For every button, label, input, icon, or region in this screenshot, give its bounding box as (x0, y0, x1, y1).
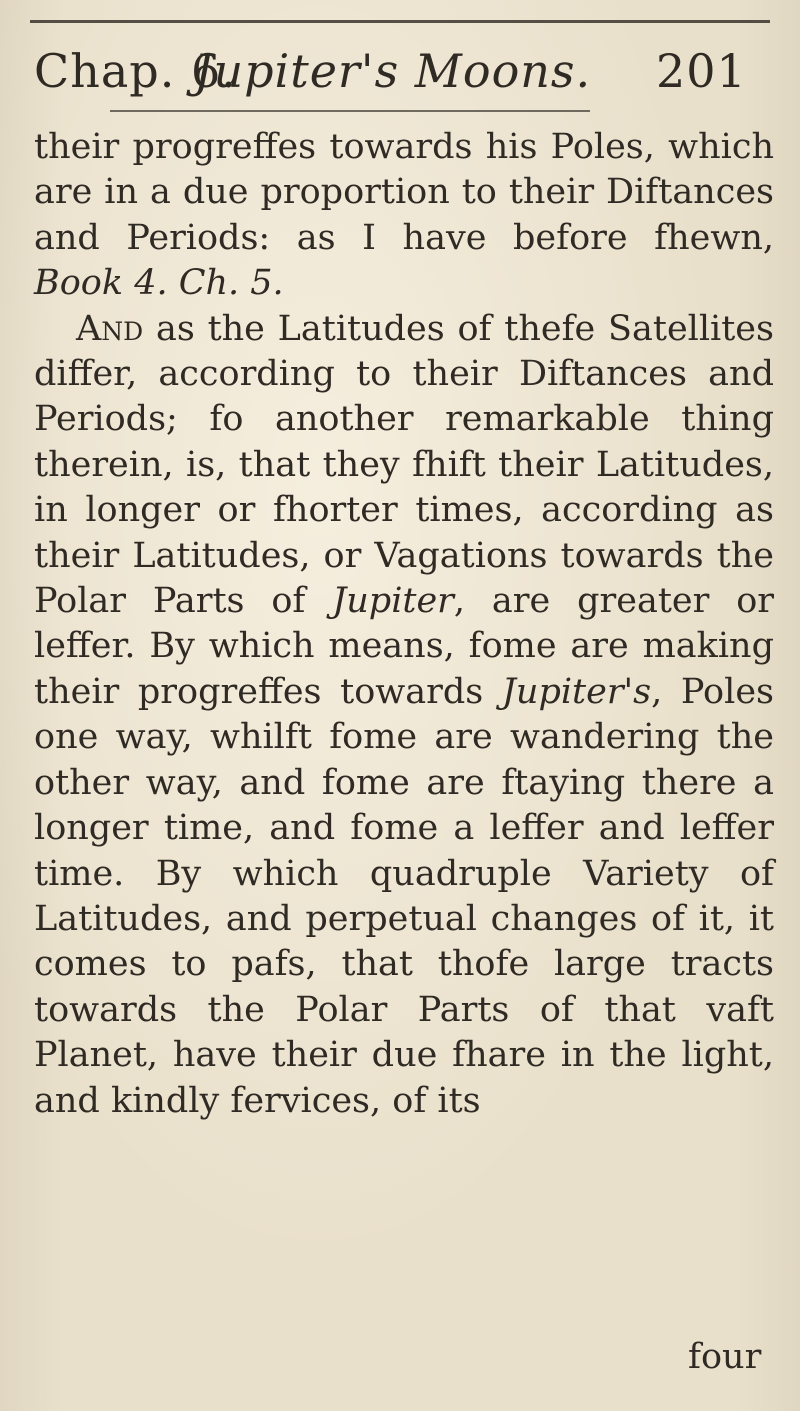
paragraph-2-text-a: as the Latitudes of thefe Satellites differ, according to their Diftances and Periods; fo another remarkable thing therein, is, that they fhift their Latitudes, in longer or fhorter times, according as their Latitudes, or Vagations towards the Polar Parts of (34, 308, 774, 622)
running-title: Jupiter's Moons. (194, 44, 592, 98)
paragraph-2-text-c: , Poles one way, whilft fome are wandering the other way, and fome are ftaying there a longer time, and fome a leffer and leffer time. By which quadruple Variety of Latitudes, and perpetual changes of it, it comes to pafs, that thofe large tracts towards the Polar Parts of that vaft Planet, have their due fhare in the light, and kindly fervices, of its (34, 671, 774, 1121)
book-reference: Book 4. Ch. 5. (34, 263, 284, 304)
running-header (24, 36, 784, 106)
jupiter-name: Jupiter (332, 581, 454, 622)
page-number: 201 (656, 44, 747, 98)
paragraph-2 (34, 307, 774, 1124)
body-text (34, 125, 774, 1124)
paragraph-1-text: their progreffes towards his Poles, which are in a due proportion to their Diftances and Periods: as I have before fhewn, (34, 127, 774, 258)
chapter-label: Chap. 6. (34, 44, 237, 98)
paragraph-2-lead: And (76, 308, 144, 349)
jupiter-possessive: Jupiter's (501, 671, 652, 712)
catchword: four (688, 1337, 762, 1377)
paragraph-1 (34, 125, 774, 307)
header-rule (110, 110, 590, 112)
top-rule (30, 20, 770, 23)
paragraph-2-text-b: , are greater or leffer. By which means, fome are making their progreffes towards (34, 581, 774, 712)
